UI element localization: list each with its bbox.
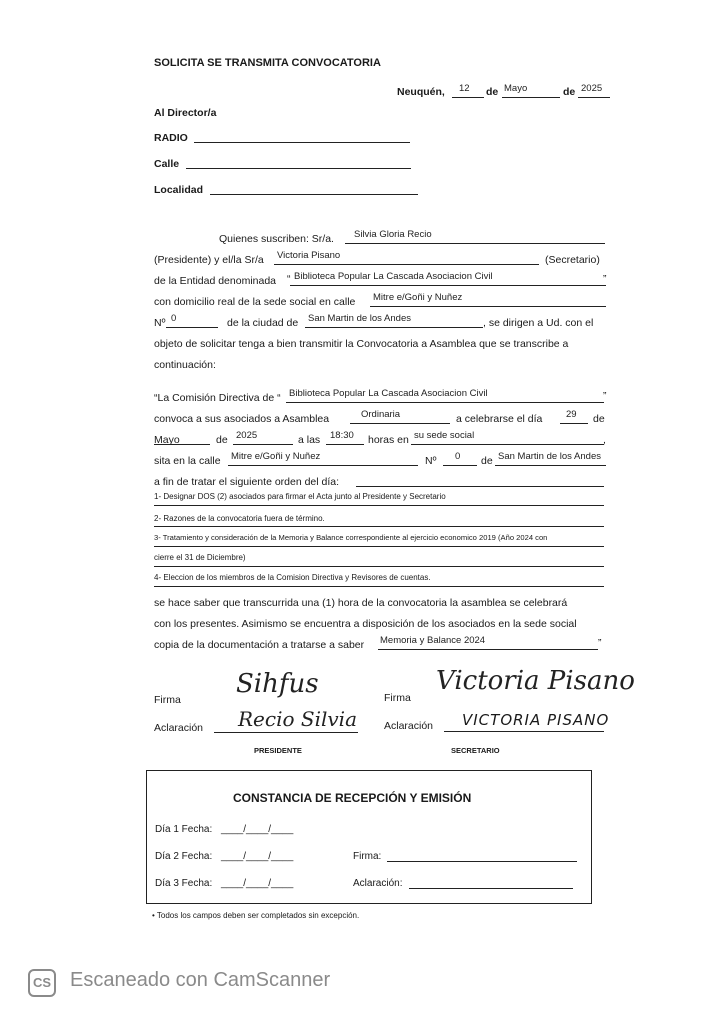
footnote: • Todos los campos deben ser completados sin excepción. [152, 911, 360, 920]
asamblea-hora: 18:30 [330, 430, 354, 441]
constancia-title: CONSTANCIA DE RECEPCIÓN Y EMISIÓN [233, 791, 472, 805]
celebrarse-label: a celebrarse el día [456, 413, 543, 425]
director-label: Al Director/a [154, 107, 217, 119]
firma-label-secretario: Firma [384, 692, 411, 704]
closing-line-3: copia de la documentación a tratarse a saber [154, 639, 365, 651]
month-line [502, 97, 560, 98]
firma-label: Firma: [353, 851, 382, 862]
comision-label: “La Comisión Directiva de “ [154, 392, 281, 404]
asamblea-dia: 29 [566, 409, 577, 420]
asamblea-calle-line [228, 465, 418, 466]
ciudad-line [305, 327, 483, 328]
intro-line-2: objeto de solicitar tenga a bien transmitir la Convocatoria a Asamblea que se transcribe a [154, 338, 569, 350]
localidad-label: Localidad [154, 184, 204, 196]
anio-line [233, 444, 293, 445]
presidente-signature: Sihfus [236, 669, 319, 699]
numero-value: 0 [171, 313, 177, 324]
n-label: Nº [425, 455, 437, 467]
numero-label: Nº [154, 317, 166, 329]
hora-line [326, 444, 364, 445]
close-quote: ” [603, 273, 607, 285]
asamblea-numero-line [443, 465, 477, 466]
date-day: 12 [459, 83, 470, 94]
de-label: de [486, 86, 499, 98]
secretario-signature: Victoria Pisano [436, 666, 635, 696]
presidente-label: (Presidente) y el/la Sr/a [154, 254, 264, 266]
horas-en-label: horas en [368, 434, 409, 446]
asamblea-anio: 2025 [236, 430, 258, 441]
dia2-date[interactable]: ____/____/____ [221, 851, 294, 862]
mes-line [154, 444, 210, 445]
date-year: 2025 [581, 83, 603, 94]
convoca-label: convoca a sus asociados a Asamblea [154, 413, 330, 425]
documentacion-quote: ” [598, 637, 602, 649]
domicilio-line [370, 306, 606, 307]
asamblea-mes: Mayo [154, 434, 180, 446]
entidad-name: Biblioteca Popular La Cascada Asociacion Civil [294, 271, 493, 282]
orden-item-4: 4- Eleccion de los miembros de la Comision Directiva y Revisores de cuentas. [154, 573, 431, 582]
radio-label: RADIO [154, 132, 188, 144]
dia-line [560, 423, 588, 424]
ciudad-label: de la ciudad de [227, 317, 299, 329]
sita-label: sita en la calle [154, 455, 221, 467]
orden-item-1: 1- Designar DOS (2) asociados para firmar el Acta junto al Presidente y Secretario [154, 492, 446, 501]
firma-label-presidente: Firma [154, 694, 181, 706]
orden-item-4-line [154, 586, 604, 587]
lugar-line [411, 444, 604, 445]
asamblea-ciudad: San Martin de los Andes [498, 451, 601, 462]
numero-line [166, 327, 218, 328]
ciudad-value: San Martin de los Andes [308, 313, 411, 324]
dia2-label: Día 2 Fecha: [155, 851, 213, 862]
entidad-label: de la Entidad denominada [154, 275, 277, 287]
orden-item-3: 3- Tratamiento y consideración de la Memoria y Balance correspondiente al ejercicio economico 2019 (Año 2024 con [154, 533, 548, 542]
presidente-name: Silvia Gloria Recio [354, 229, 432, 240]
asamblea-ciudad-line [495, 465, 606, 466]
a-las-label: a las [298, 434, 321, 446]
year-line [578, 97, 610, 98]
presidente-name-line [345, 243, 605, 244]
aclaracion-line[interactable] [409, 888, 573, 889]
tipo-line [350, 423, 450, 424]
quienes-label: Quienes suscriben: Sr/a. [219, 233, 334, 245]
closing-line-2: con los presentes. Asimismo se encuentra a disposición de los asociados en la sede social [154, 618, 577, 630]
documentacion-value: Memoria y Balance 2024 [380, 635, 486, 646]
place-label: Neuquén, [397, 86, 445, 98]
secretario-name: Victoria Pisano [277, 250, 341, 261]
secretario-role: SECRETARIO [451, 746, 500, 755]
orden-label: a fin de tratar el siguiente orden del día: [154, 476, 340, 488]
constancia-box [146, 770, 592, 904]
presidente-aclaracion: Recio Silvia [238, 707, 358, 731]
dia3-date[interactable]: ____/____/____ [221, 878, 294, 889]
aclaracion-label-presidente: Aclaración [154, 722, 204, 734]
calle-line[interactable] [186, 168, 411, 169]
firma-line[interactable] [387, 861, 577, 862]
aclaracion-label: Aclaración: [353, 878, 403, 889]
footnote-text: Todos los campos deben ser completados sin excepción. [156, 911, 360, 920]
domicilio-value: Mitre e/Goñi y Nuñez [373, 292, 463, 303]
presidente-role: PRESIDENTE [254, 746, 302, 755]
open-quote: “ [287, 273, 291, 285]
asamblea-numero: 0 [455, 451, 461, 462]
dia1-date[interactable]: ____/____/____ [221, 824, 294, 835]
calle-label: Calle [154, 158, 180, 170]
de-label-4: de [216, 434, 228, 446]
documentacion-line [378, 649, 598, 650]
conv-close-quote: ” [603, 390, 607, 402]
document-title: SOLICITA SE TRANSMITA CONVOCATORIA [154, 57, 381, 69]
date-month: Mayo [504, 83, 528, 94]
comma: , [603, 434, 606, 446]
closing-line-1: se hace saber que transcurrida una (1) hora de la convocatoria la asamblea se celebrará [154, 597, 568, 609]
conv-entidad-line [286, 402, 604, 403]
camscanner-logo: CS [28, 969, 56, 997]
entidad-line [290, 285, 606, 286]
orden-item-2-line [154, 526, 604, 527]
domicilio-label: con domicilio real de la sede social en calle [154, 296, 356, 308]
orden-item-1-line [154, 505, 604, 506]
asamblea-calle: Mitre e/Goñi y Nuñez [231, 451, 321, 462]
localidad-line[interactable] [210, 194, 418, 195]
orden-item-3b-line [154, 566, 604, 567]
dia3-label: Día 3 Fecha: [155, 878, 213, 889]
presidente-aclaracion-line [214, 732, 358, 733]
secretario-aclaracion: VICTORIA PISANO [462, 711, 610, 729]
day-line [452, 97, 484, 98]
comision-label-text: La Comisión Directiva de [157, 392, 275, 404]
aclaracion-label-secretario: Aclaración [384, 720, 434, 732]
de-label-2: de [563, 86, 576, 98]
de-ciudad-label: de [481, 455, 493, 467]
asamblea-lugar: su sede social [414, 430, 475, 441]
scanner-footer [0, 965, 719, 1024]
dia1-label: Día 1 Fecha: [155, 824, 213, 835]
de-label-3: de [593, 413, 605, 425]
intro-line-3: continuación: [154, 359, 216, 371]
secretario-name-line [274, 264, 539, 265]
conv-entidad-name: Biblioteca Popular La Cascada Asociacion Civil [289, 388, 488, 399]
orden-line [356, 486, 604, 487]
orden-item-2: 2- Razones de la convocatoria fuera de término. [154, 514, 325, 523]
secretario-aclaracion-line [444, 731, 604, 732]
secretario-label: (Secretario) [545, 254, 600, 266]
radio-line[interactable] [194, 142, 410, 143]
dirigen-text: , se dirigen a Ud. con el [483, 317, 594, 329]
camscanner-text: Escaneado con CamScanner [70, 969, 331, 991]
orden-item-3b: cierre el 31 de Diciembre) [154, 553, 246, 562]
orden-item-3-line [154, 546, 604, 547]
asamblea-tipo: Ordinaria [361, 409, 401, 420]
